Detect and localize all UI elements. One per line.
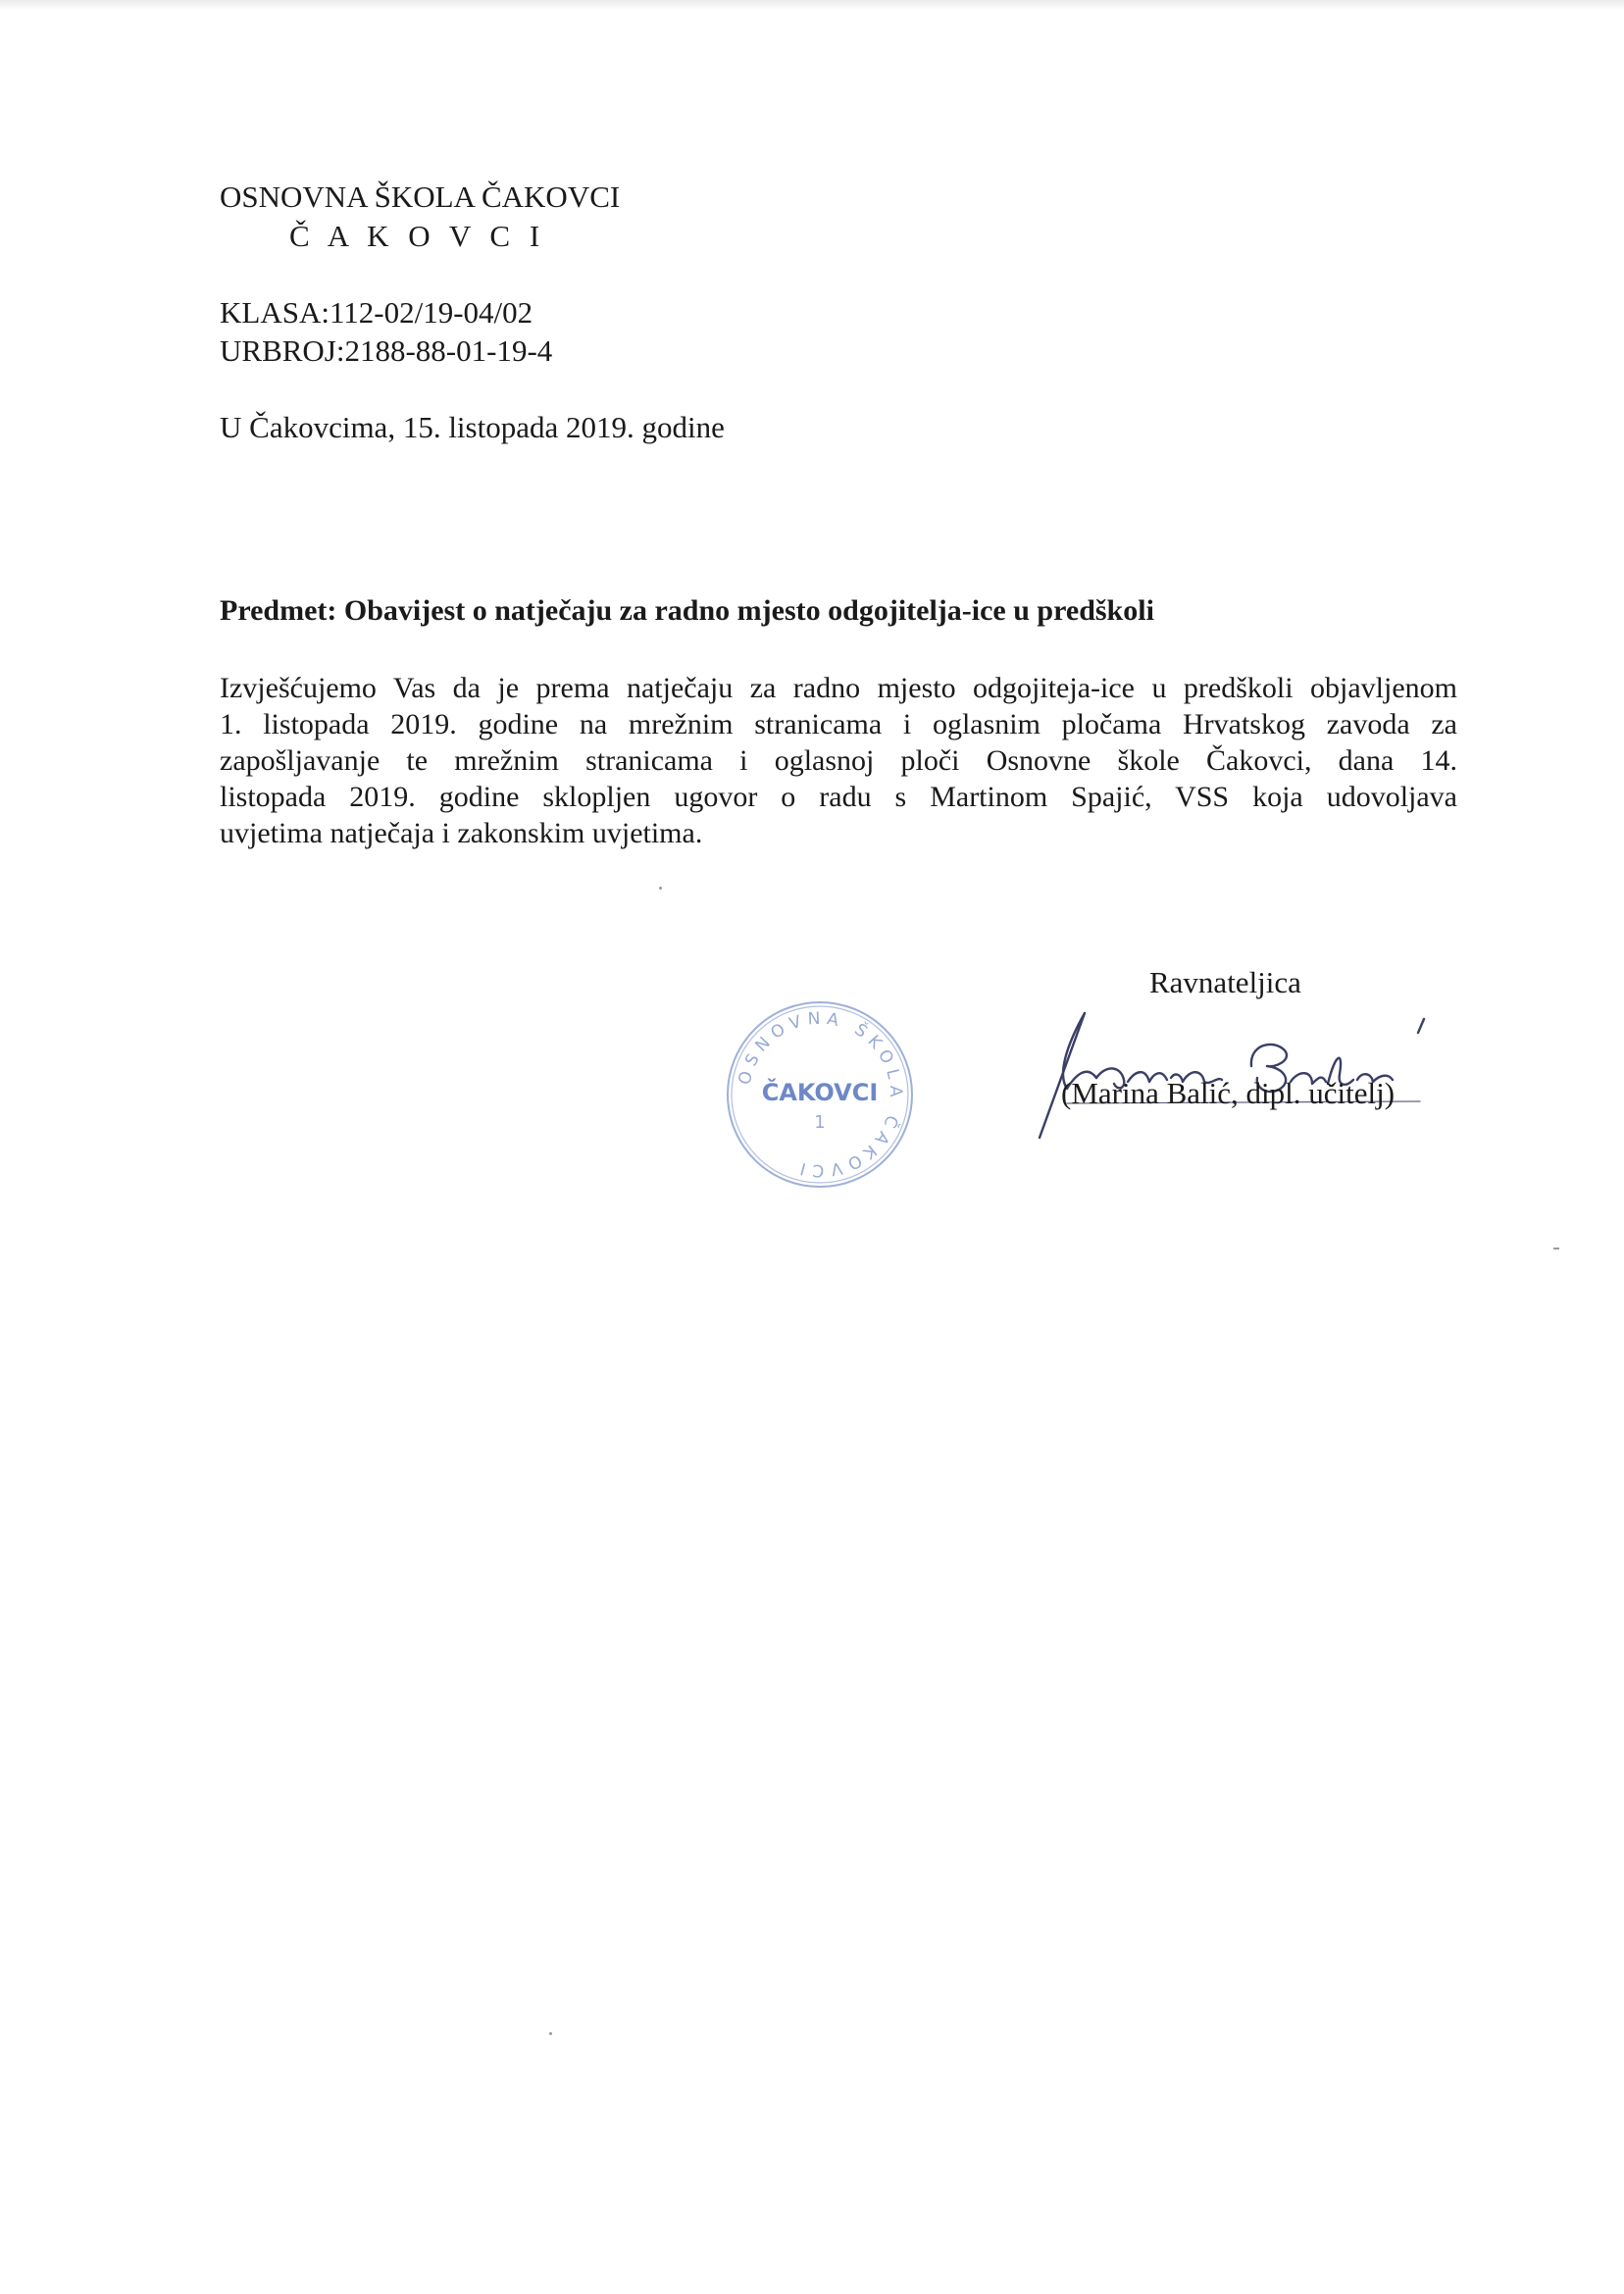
scan-edge: [0, 0, 1624, 10]
body-paragraph: [220, 670, 1457, 851]
body-line: Izvješćujemo Vas da je prema natječaju za radno mjesto odgojiteja-ice u predškoli objavljenom: [220, 672, 1457, 704]
scan-speck: [1553, 1248, 1559, 1249]
school-stamp: [724, 998, 916, 1191]
body-line: zapošljavanje te mrežnim stranicama i oglasnoj ploči Osnovne škole Čakovci, dana 14.: [220, 744, 1457, 777]
handwritten-signature: [1028, 1005, 1440, 1143]
stamp-number: 1: [814, 1112, 826, 1133]
stamp-center-text: ČAKOVCI: [761, 1079, 879, 1106]
klasa-reference: KLASA:112-02/19-04/02: [220, 295, 533, 330]
body-line: listopada 2019. godine sklopljen ugovor o radu s Martinom Spajić, VSS koja udovoljava: [220, 781, 1457, 813]
place-date: U Čakovcima, 15. listopada 2019. godine: [220, 410, 725, 444]
school-town: Č A K O V C I: [289, 219, 546, 253]
signatory-name: (Marina Balić, dipl. učitelj): [1061, 1076, 1396, 1110]
school-name: OSNOVNA ŠKOLA ČAKOVCI: [220, 179, 621, 214]
scan-speck: [549, 2032, 552, 2035]
signatory-role: Ravnateljica: [1149, 965, 1301, 999]
scan-speck: [659, 887, 662, 890]
subject-line: Predmet: Obavijest o natječaju za radno mjesto odgojitelja-ice u predškoli: [220, 594, 1154, 627]
body-line: uvjetima natječaja i zakonskim uvjetima.: [220, 817, 703, 849]
svg-text:OSNOVNA ŠKOLA ČAKOVCI: OSNOVNA ŠKOLA ČAKOVCI: [735, 1008, 906, 1181]
body-line: 1. listopada 2019. godine na mrežnim stranicama i oglasnim pločama Hrvatskog zavoda za: [220, 708, 1457, 740]
urbroj-reference: URBROJ:2188-88-01-19-4: [220, 333, 553, 368]
